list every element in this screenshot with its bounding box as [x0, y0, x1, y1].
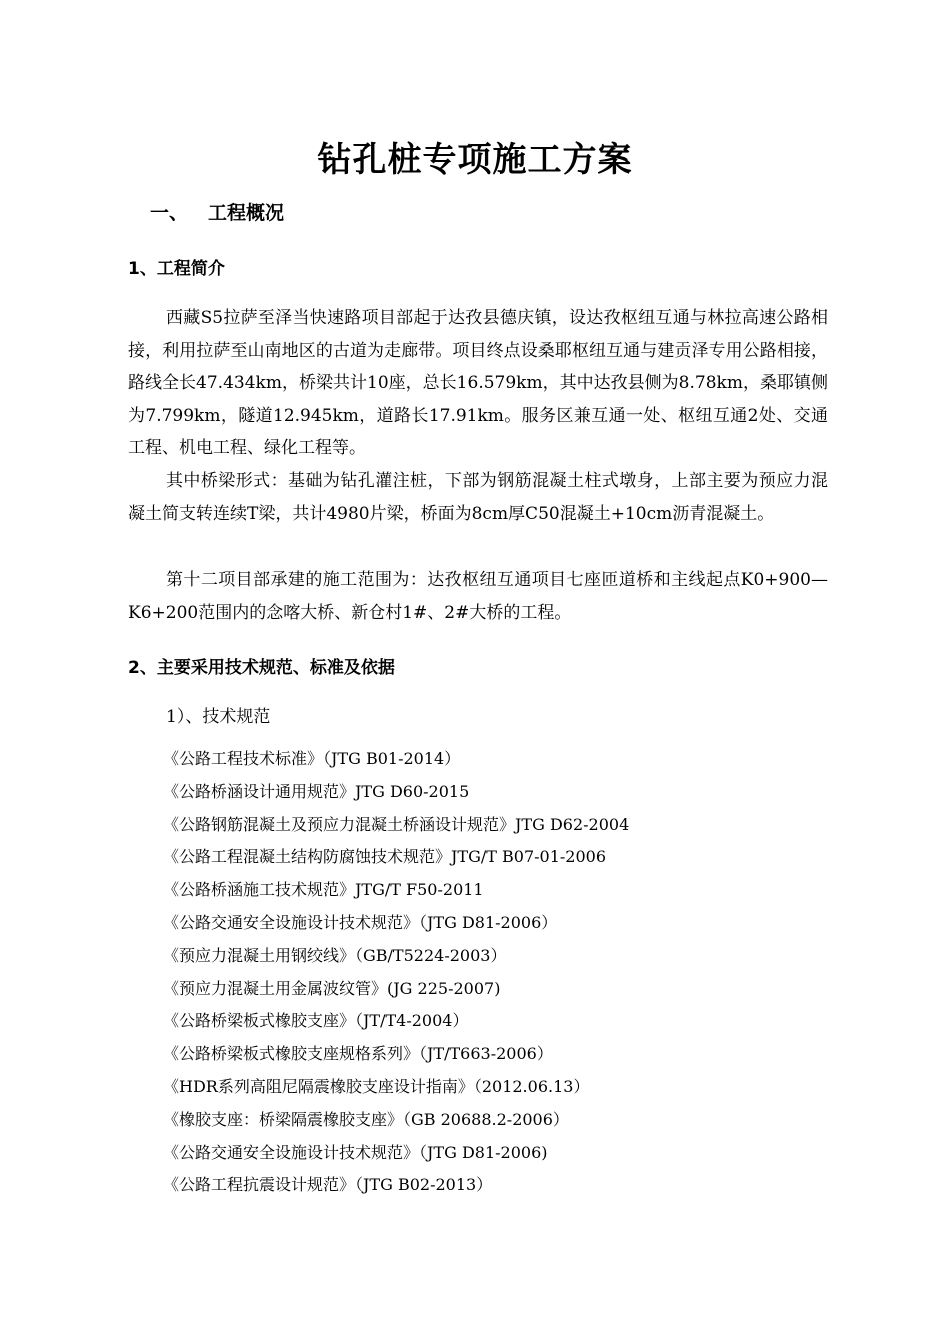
technical-spec-label: 1）、技术规范: [166, 707, 271, 727]
reference-item: 《公路钢筋混凝土及预应力混凝土桥涵设计规范》JTG D62-2004: [163, 814, 630, 834]
reference-item: 《公路桥梁板式橡胶支座》（JT/T4-2004）: [163, 1011, 469, 1031]
reference-list: [163, 743, 629, 1202]
document-title: 钻孔桩专项施工方案: [317, 140, 633, 180]
reference-item: 《公路桥涵设计通用规范》JTG D60-2015: [163, 781, 470, 801]
reference-item: 《公路交通安全设施设计技术规范》（JTG D81-2006）: [163, 912, 558, 932]
reference-item: 《橡胶支座：桥梁隔震橡胶支座》（GB 20688.2-2006）: [163, 1109, 569, 1129]
reference-item: 《预应力混凝土用金属波纹管》(JG 225-2007): [163, 978, 501, 998]
reference-item: 《预应力混凝土用钢绞线》（GB/T5224-2003）: [163, 945, 507, 965]
section-number: 一、: [150, 202, 189, 224]
subsection-heading-intro: 1、工程简介: [128, 259, 225, 279]
section-heading-overview: [150, 200, 284, 226]
paragraph-bridge-form: 其中桥梁形式：基础为钻孔灌注桩，下部为钢筋混凝土柱式墩身，上部主要为预应力混凝土简支转连续T梁，共计4980片梁，桥面为8cm厚C50混凝土+10cm沥青混凝土。: [128, 471, 828, 524]
reference-item: 《公路工程抗震设计规范》（JTG B02-2013）: [163, 1175, 493, 1195]
paragraph-project-intro: 西藏S5拉萨至泽当快速路项目部起于达孜县德庆镇，设达孜枢纽互通与林拉高速公路相接，利用拉萨至山南地区的古道为走廊带。项目终点设桑耶枢纽互通与建贡泽专用公路相接，路线全长47.434km，桥梁共计10座，总长16.579km，其中达孜县侧为8.78km，桑耶镇侧为7.799km，隧道12.945km，道路长17.91km。服务区兼互通一处、枢纽互通2处、交通工程、机电工程、绿化工程等。: [128, 308, 828, 458]
reference-item: 《HDR系列高阻尼隔震橡胶支座设计指南》（2012.06.13）: [163, 1076, 590, 1096]
subsection-heading-standards: 2、主要采用技术规范、标准及依据: [128, 658, 395, 678]
reference-item: 《公路桥梁板式橡胶支座规格系列》（JT/T663-2006）: [163, 1044, 553, 1064]
section-title: 工程概况: [208, 202, 285, 224]
reference-item: 《公路交通安全设施设计技术规范》（JTG D81-2006): [163, 1142, 548, 1162]
reference-item: 《公路工程技术标准》（JTG B01-2014）: [163, 749, 461, 768]
paragraph-construction-scope: 第十二项目部承建的施工范围为：达孜枢纽互通项目七座匝道桥和主线起点K0+900—K6+200范围内的念喀大桥、新仓村1#、2#大桥的工程。: [128, 570, 828, 623]
reference-item: 《公路桥涵施工技术规范》JTG/T F50-2011: [163, 880, 484, 900]
reference-item: 《公路工程混凝土结构防腐蚀技术规范》JTG/T B07-01-2006: [163, 847, 607, 867]
